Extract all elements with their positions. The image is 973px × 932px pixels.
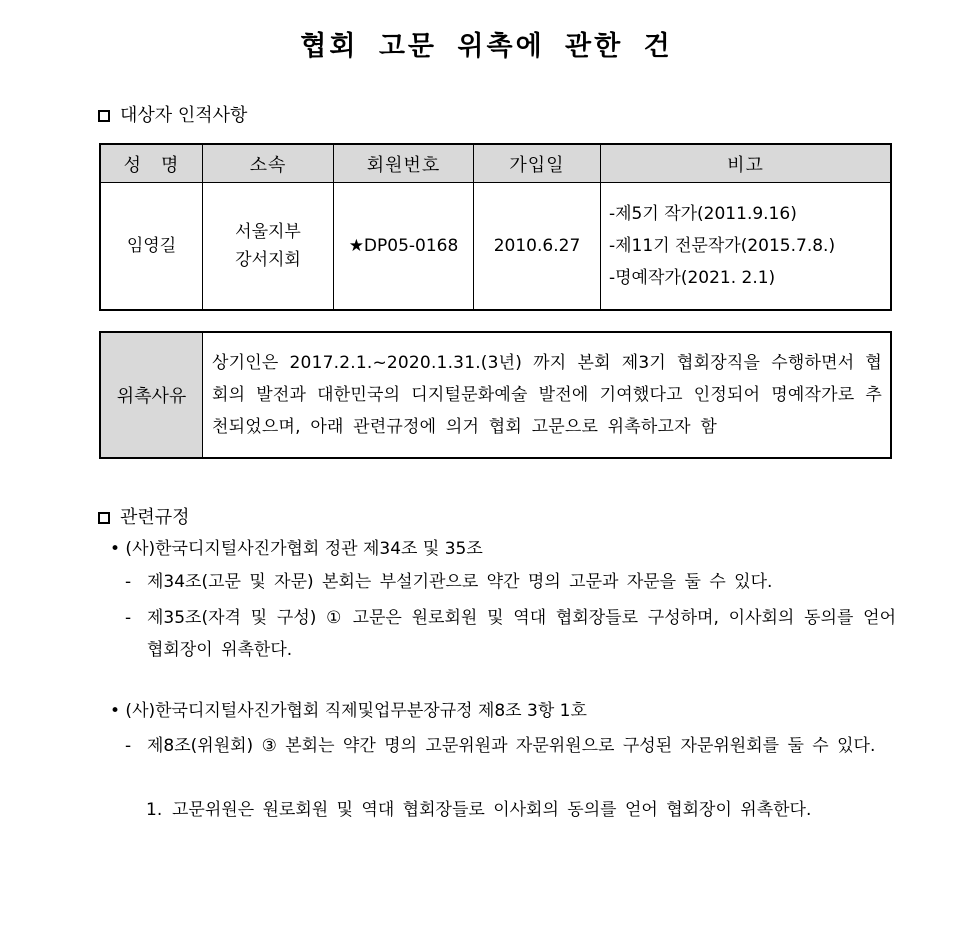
section-heading-label: 대상자 인적사항 [120,105,248,126]
remark-line: -제11기 전문작가(2015.7.8.) [609,236,836,256]
rule-item-text: 제35조(자격 및 구성) ① 고문은 원로회원 및 역대 협회장들로 구성하며, 이사회의 동의를 얻어 협회장이 위촉한다. [147,608,896,660]
header-member-no: 회원번호 [334,144,474,183]
header-join-date: 가입일 [474,144,601,183]
table-header-row [100,144,891,183]
cell-join-date: 2010.6.27 [474,183,601,311]
header-remarks: 비고 [601,144,892,183]
rule-item [125,730,896,762]
rule-item-text: 제34조(고문 및 자문) 본회는 부설기관으로 약간 명의 고문과 자문을 둘 수 있다. [147,572,773,592]
remark-line: -명예작가(2021. 2.1) [609,268,776,288]
subitem-number: 1. [146,800,163,820]
checkbox-icon [98,110,110,122]
rule-bullet: • (사)한국디지털사진가협회 직제및업무분장규정 제8조 3항 1호 [110,701,587,721]
section-heading-rules [98,505,190,531]
dash-marker: - [125,608,132,628]
rule-bullet: • (사)한국디지털사진가협회 정관 제34조 및 35조 [110,539,483,559]
affiliation-line1: 서울지부 [235,222,301,242]
rule-item [125,602,896,666]
dash-marker: - [125,736,132,756]
remark-line: -제5기 작가(2011.9.16) [609,204,797,224]
cell-affiliation [203,183,334,311]
cell-member-no: ★DP05-0168 [334,183,474,311]
member-info-table [99,143,892,311]
rule-item [125,569,896,595]
section-heading-target [98,103,247,129]
header-name: 성 명 [100,144,203,183]
appointment-reason-table [99,331,892,459]
document-title: 협회 고문 위촉에 관한 건 [300,31,673,62]
table-row [100,183,891,311]
section-heading-label: 관련규정 [120,507,190,528]
checkbox-icon [98,512,110,524]
reason-text: 상기인은 2017.2.1.~2020.1.31.(3년) 까지 본회 제3기 협회장직을 수행하면서 협회의 발전과 대한민국의 디지털문화예술 발전에 기여했다고 인정되어 명예작가로 추천되었으며, 아래 관련규정에 의거 협회 고문으로 위촉하고자 함 [203,332,892,458]
affiliation-line2: 강서지회 [235,250,301,270]
reason-label: 위촉사유 [100,332,203,458]
cell-remarks [601,183,892,311]
header-affiliation: 소속 [203,144,334,183]
dash-marker: - [125,572,132,592]
rule-subitem [146,794,896,826]
subitem-text: 고문위원은 원로회원 및 역대 협회장들로 이사회의 동의를 얻어 협회장이 위촉한다. [172,800,812,820]
cell-name: 임영길 [100,183,203,311]
rule-item-text: 제8조(위원회) ③ 본회는 약간 명의 고문위원과 자문위원으로 구성된 자문위원회를 둘 수 있다. [147,736,876,756]
